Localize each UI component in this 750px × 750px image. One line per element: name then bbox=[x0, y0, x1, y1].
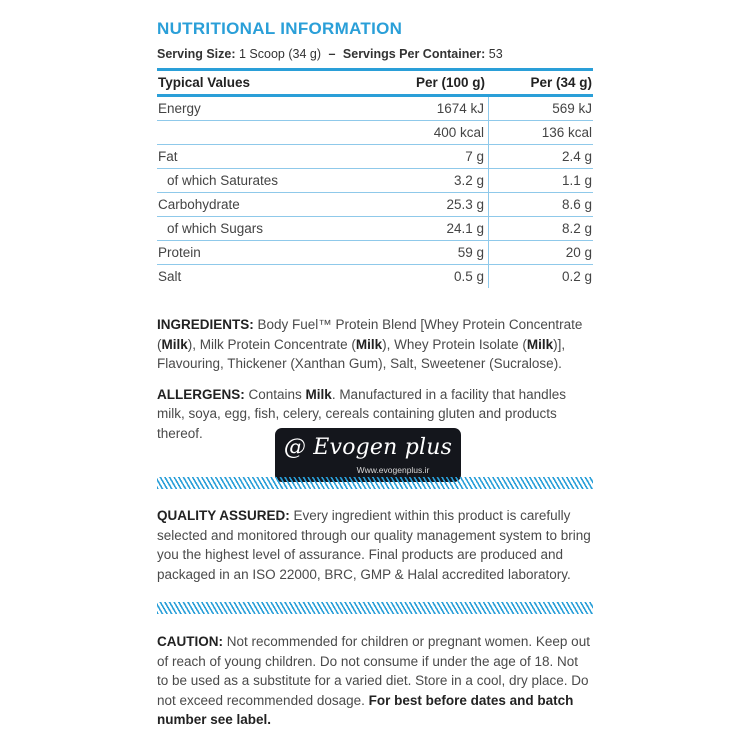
servings-label: Servings Per Container: bbox=[342, 47, 486, 61]
table-row bbox=[157, 145, 593, 169]
servings-value: 53 bbox=[488, 47, 503, 61]
row-per-serving: 8.2 g bbox=[561, 221, 592, 236]
allergens-text-part: Milk bbox=[305, 386, 332, 402]
row-per-serving: 569 kJ bbox=[552, 101, 592, 116]
ingredients-text-part: Milk bbox=[161, 336, 188, 352]
row-label: Salt bbox=[158, 269, 182, 284]
serving-separator: – bbox=[328, 47, 336, 61]
caution-bold-tail: For best before dates and batch number see label. bbox=[157, 692, 574, 727]
row-label: Protein bbox=[158, 245, 201, 260]
nutrition-table bbox=[157, 68, 593, 288]
ingredients-text-part: Milk bbox=[526, 336, 554, 352]
row-per-100g: 400 kcal bbox=[387, 121, 489, 144]
stripe-divider-1 bbox=[157, 477, 593, 489]
allergens-heading: ALLERGENS: bbox=[157, 386, 245, 402]
row-per-100g: 7 g bbox=[387, 145, 489, 168]
caution-body: Not recommended for children or pregnant women. Keep out of reach of young children. Do not consume if under the age of 18. Not to be used as a substitute for a varied diet. Store in a cool, dry place. Do not exceed recommended dosage. bbox=[157, 634, 590, 708]
table-row bbox=[157, 97, 593, 121]
row-per-serving: 2.4 g bbox=[561, 149, 592, 164]
table-row bbox=[157, 169, 593, 193]
serving-info bbox=[157, 46, 593, 62]
caution-section bbox=[157, 632, 593, 730]
table-row bbox=[157, 193, 593, 217]
allergens-text-part: Contains bbox=[244, 386, 306, 402]
row-per-serving: 8.6 g bbox=[561, 197, 592, 212]
header-per-serving: Per (34 g) bbox=[530, 75, 592, 90]
row-label: of which Saturates bbox=[167, 173, 279, 188]
header-per-100g: Per (100 g) bbox=[415, 75, 485, 90]
table-header bbox=[157, 71, 593, 97]
watermark-handle: @ Evogen plus bbox=[283, 435, 453, 460]
row-per-100g: 25.3 g bbox=[387, 193, 489, 216]
allergens-text-part: . Manufactured in a facility that handles milk, soya, egg, fish, celery, cereals containing gluten and products thereof. bbox=[157, 386, 566, 441]
row-per-100g: 0.5 g bbox=[387, 265, 489, 288]
table-row bbox=[157, 121, 593, 145]
table-row bbox=[157, 241, 593, 265]
row-per-100g: 1674 kJ bbox=[387, 97, 489, 120]
ingredients-text-part: Milk bbox=[355, 336, 383, 352]
row-per-serving: 0.2 g bbox=[561, 269, 592, 284]
row-per-serving: 136 kcal bbox=[541, 125, 592, 140]
row-per-100g: 3.2 g bbox=[387, 169, 489, 192]
quality-body: Every ingredient within this product is carefully selected and monitored through our quality management system to bring you the highest level of assurance. Final products are produced and packaged in an ISO 22000, BRC, GMP & Halal accredited laboratory. bbox=[157, 508, 591, 582]
header-typical-values: Typical Values bbox=[158, 75, 251, 90]
watermark-url: Www.evogenplus.ir bbox=[356, 465, 430, 475]
ingredients-heading: INGREDIENTS: bbox=[157, 317, 254, 332]
stripe-divider-2 bbox=[157, 602, 593, 614]
ingredients-text bbox=[157, 315, 593, 374]
caution-heading: CAUTION: bbox=[157, 634, 223, 649]
serving-size-label: Serving Size: bbox=[157, 47, 236, 61]
ingredients-text-part: ), Whey Protein Isolate ( bbox=[382, 336, 527, 352]
row-per-serving: 20 g bbox=[565, 245, 592, 260]
ingredients-text-part: Body Fuel™ Protein Blend [Whey Protein Concentrate ( bbox=[157, 317, 583, 352]
quality-text bbox=[157, 506, 593, 584]
row-per-serving: 1.1 g bbox=[561, 173, 592, 188]
caution-text bbox=[157, 632, 593, 730]
ingredients-text-part: )], Flavouring, Thickener (Xanthan Gum), Salt, Sweetener (Sucralose). bbox=[157, 336, 566, 371]
row-label: of which Sugars bbox=[167, 221, 264, 236]
table-row bbox=[157, 217, 593, 241]
ingredients-text-part: ), Milk Protein Concentrate ( bbox=[187, 336, 356, 352]
row-label: Fat bbox=[158, 149, 178, 164]
row-per-100g: 59 g bbox=[387, 241, 489, 264]
nutrition-title: NUTRITIONAL INFORMATION bbox=[157, 19, 403, 38]
row-label: Carbohydrate bbox=[158, 197, 240, 212]
row-per-100g: 24.1 g bbox=[387, 217, 489, 240]
table-row bbox=[157, 265, 593, 288]
quality-section bbox=[157, 506, 593, 584]
watermark-badge bbox=[275, 428, 461, 482]
serving-size-value: 1 Scoop (34 g) bbox=[238, 47, 321, 61]
label-page bbox=[157, 18, 593, 443]
quality-heading: QUALITY ASSURED: bbox=[157, 508, 290, 523]
table-body bbox=[157, 97, 593, 288]
row-label: Energy bbox=[158, 101, 201, 116]
